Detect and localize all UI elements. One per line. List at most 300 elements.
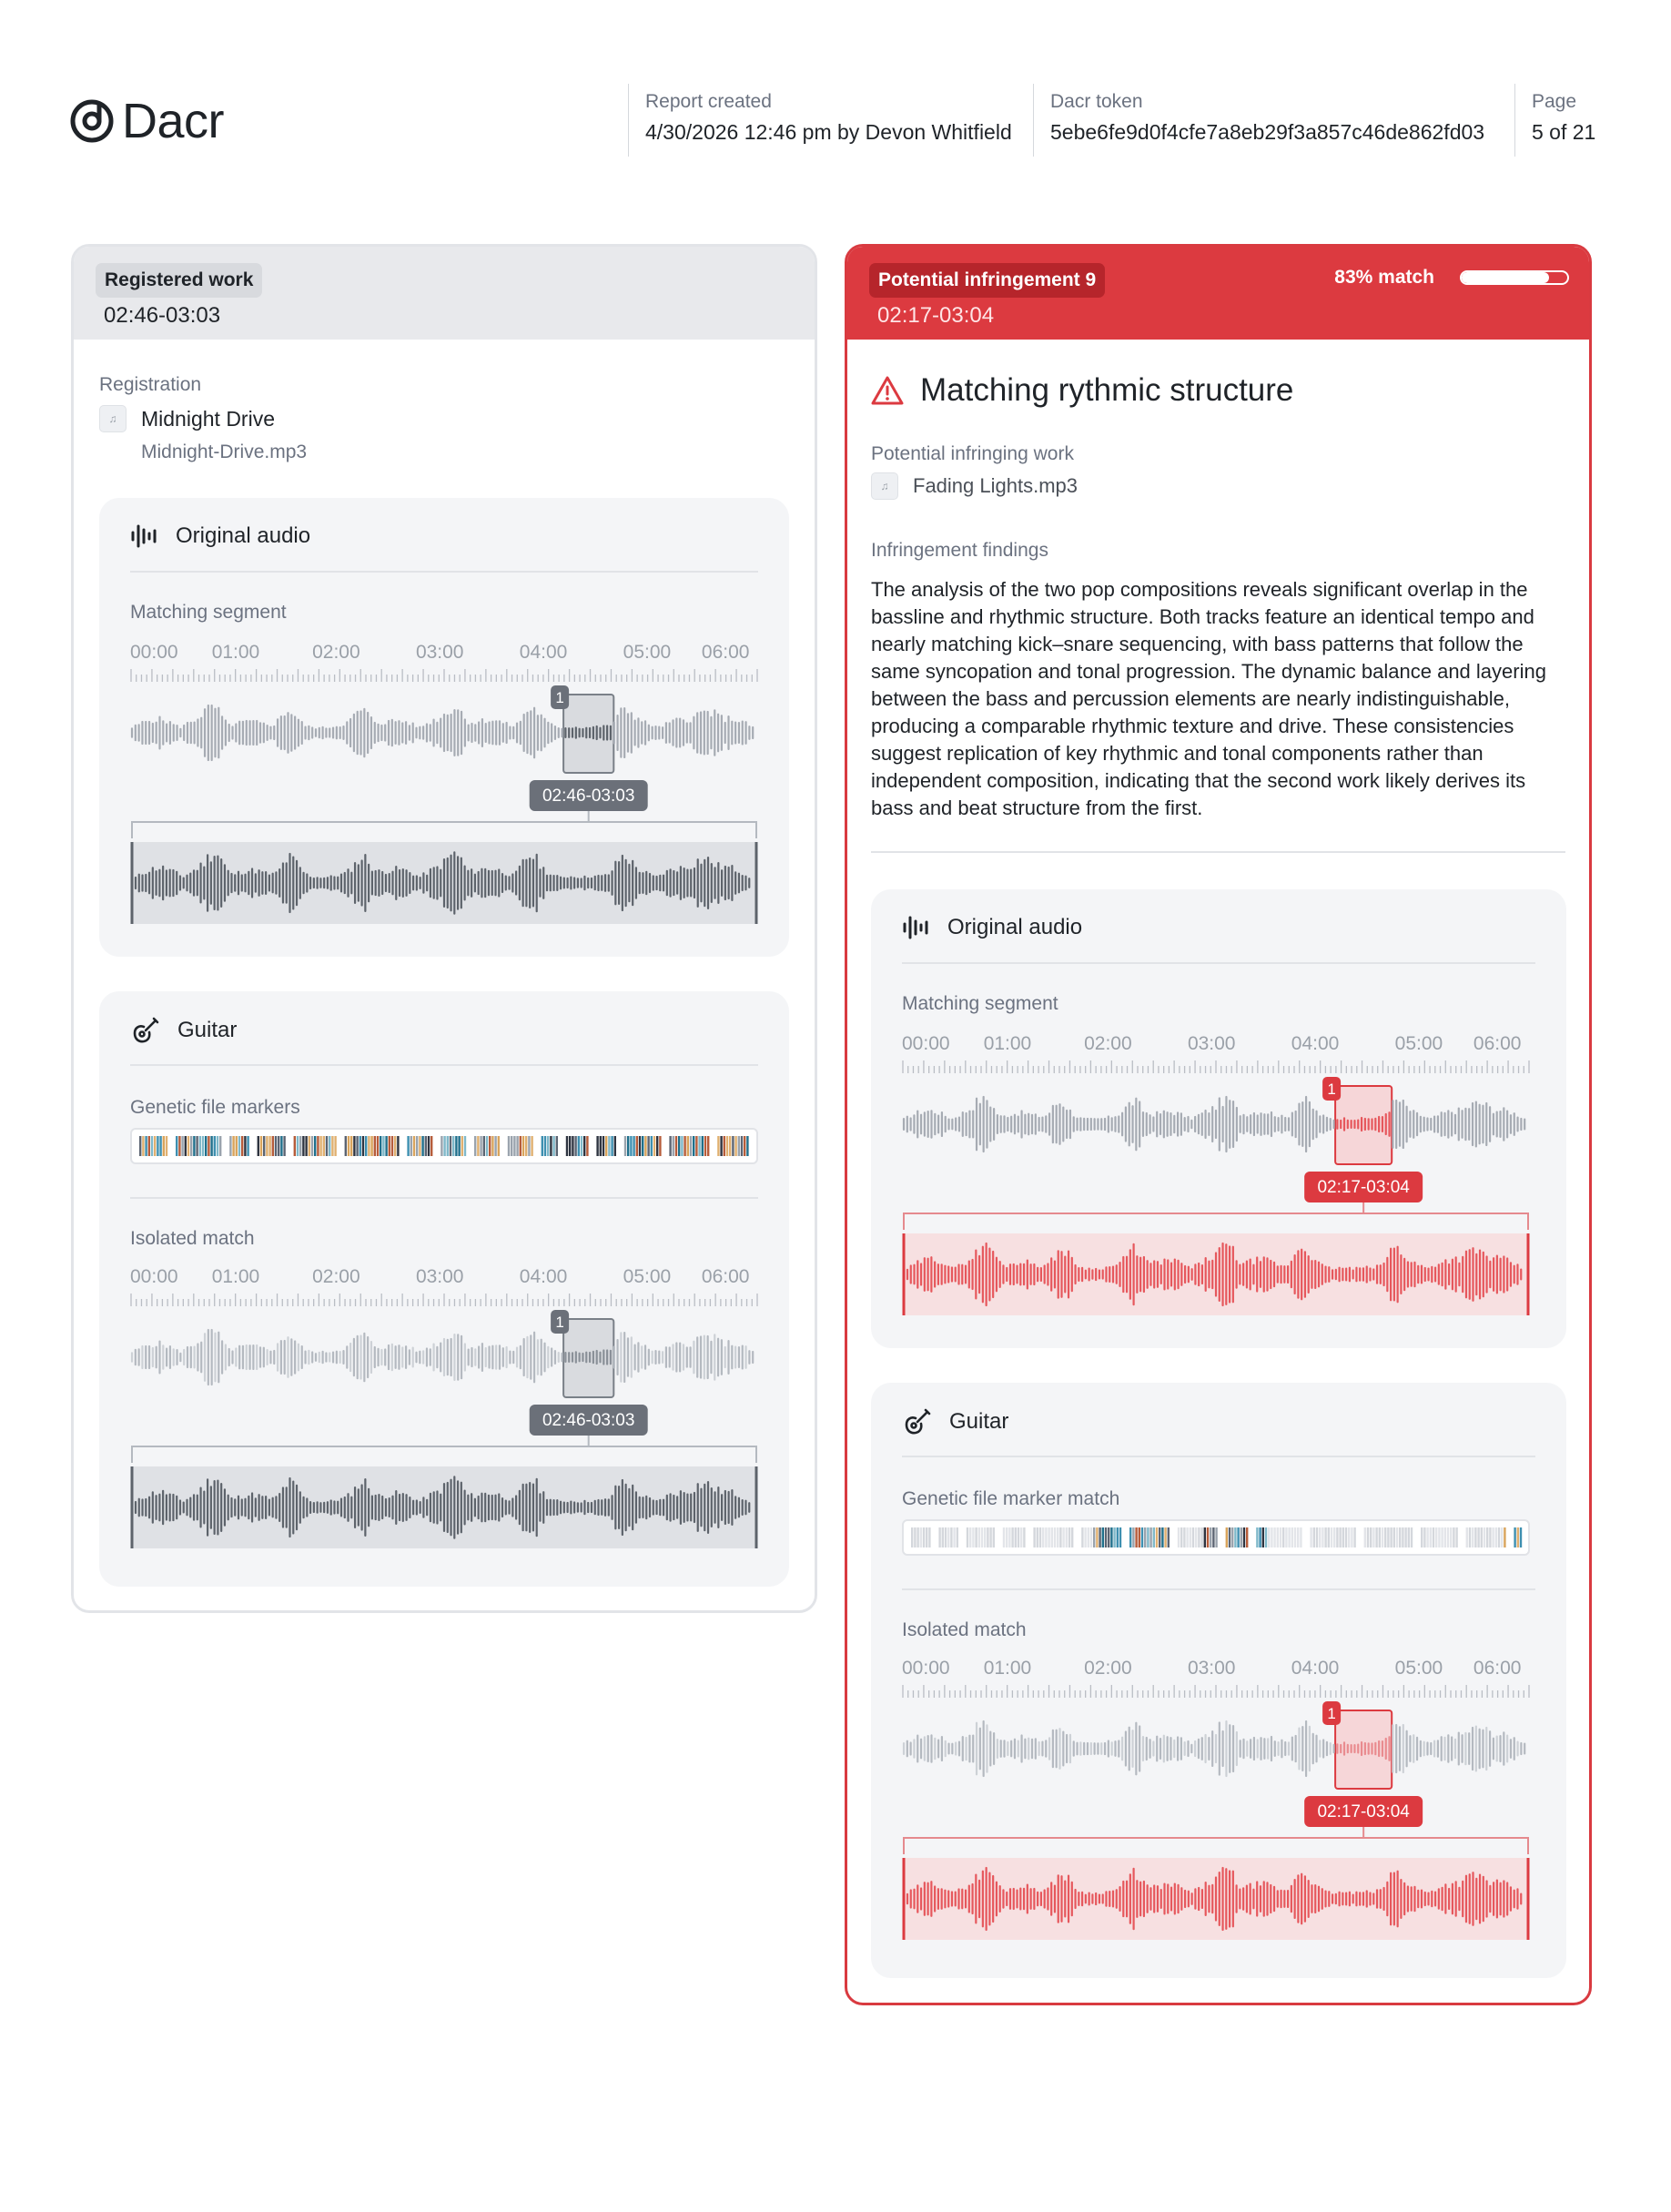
genetic-marker-line bbox=[720, 1136, 722, 1156]
genetic-marker-line bbox=[280, 1136, 282, 1156]
timeline-ruler bbox=[902, 1060, 1530, 1073]
genetic-marker-line bbox=[1241, 1527, 1242, 1547]
genetic-marker-line bbox=[477, 1136, 479, 1156]
waveform-graphic[interactable] bbox=[130, 685, 758, 959]
genetic-marker-line bbox=[926, 1527, 927, 1547]
genetic-marker-line bbox=[1099, 1527, 1100, 1547]
genetic-marker-line bbox=[1495, 1527, 1497, 1547]
genetic-marker-line bbox=[911, 1527, 913, 1547]
genetic-marker-line bbox=[348, 1136, 349, 1156]
genetic-marker-line bbox=[305, 1136, 307, 1156]
genetic-marker-line bbox=[734, 1136, 736, 1156]
timeline-tick-label: 05:00 bbox=[1394, 1033, 1443, 1054]
genetic-marker-line bbox=[1444, 1527, 1446, 1547]
genetic-marker-line bbox=[1096, 1527, 1098, 1547]
registered-work-badge: Registered work bbox=[96, 263, 262, 298]
genetic-marker-line bbox=[659, 1136, 661, 1156]
genetic-marker-line bbox=[1375, 1527, 1377, 1547]
guitar-panel bbox=[99, 991, 789, 1587]
token-block bbox=[1033, 84, 1484, 157]
genetic-marker-line bbox=[331, 1136, 333, 1156]
waveform-icon bbox=[902, 913, 931, 942]
genetic-marker-line bbox=[1153, 1527, 1155, 1547]
genetic-marker-line bbox=[1204, 1527, 1206, 1547]
timeline-tick-label: 01:00 bbox=[211, 1266, 260, 1287]
timeline-labels bbox=[130, 1266, 758, 1288]
genetic-marker-line bbox=[729, 1136, 731, 1156]
genetic-marker-line bbox=[1164, 1527, 1166, 1547]
genetic-marker-line bbox=[1262, 1527, 1264, 1547]
genetic-marker-line bbox=[1132, 1527, 1134, 1547]
genetic-marker-line bbox=[368, 1136, 370, 1156]
genetic-marker-line bbox=[1149, 1527, 1151, 1547]
genetic-marker-line bbox=[651, 1136, 653, 1156]
genetic-marker-line bbox=[1054, 1527, 1056, 1547]
genetic-marker-line bbox=[151, 1136, 153, 1156]
genetic-marker-line bbox=[516, 1136, 518, 1156]
waveform-graphic[interactable] bbox=[902, 1077, 1530, 1350]
genetic-marker-line bbox=[1379, 1527, 1381, 1547]
genetic-marker-line bbox=[266, 1136, 268, 1156]
page-block bbox=[1514, 84, 1595, 157]
genetic-marker-line bbox=[586, 1136, 588, 1156]
genetic-marker-line bbox=[572, 1136, 573, 1156]
genetic-marker-line bbox=[1090, 1527, 1092, 1547]
genetic-marker-line bbox=[142, 1136, 144, 1156]
genetic-marker-line bbox=[1057, 1527, 1058, 1547]
timeline-tick-label: 01:00 bbox=[983, 1658, 1032, 1679]
genetic-marker-line bbox=[455, 1136, 457, 1156]
genetic-marker-line bbox=[294, 1136, 296, 1156]
genetic-marker-line bbox=[1370, 1527, 1372, 1547]
genetic-marker-line bbox=[178, 1136, 180, 1156]
genetic-marker-line bbox=[299, 1136, 301, 1156]
genetic-marker-line bbox=[258, 1136, 259, 1156]
genetic-marker-line bbox=[410, 1136, 412, 1156]
genetic-marker-line bbox=[1310, 1527, 1311, 1547]
genetic-marker-line bbox=[413, 1136, 415, 1156]
page-label: Page bbox=[1532, 91, 1577, 112]
genetic-marker-line bbox=[1492, 1527, 1494, 1547]
timeline-tick-label: 03:00 bbox=[1187, 1033, 1236, 1054]
zoom-bracket bbox=[132, 811, 756, 838]
genetic-marker-match-bar bbox=[902, 1519, 1530, 1556]
genetic-marker-line bbox=[1408, 1527, 1410, 1547]
genetic-marker-line bbox=[1438, 1527, 1440, 1547]
genetic-marker-line bbox=[362, 1136, 364, 1156]
timeline-ruler bbox=[130, 1294, 758, 1306]
genetic-marker-line bbox=[981, 1527, 983, 1547]
genetic-marker-line bbox=[236, 1136, 238, 1156]
genetic-marker-line bbox=[627, 1136, 629, 1156]
report-header bbox=[69, 84, 1596, 157]
genetic-marker-line bbox=[1192, 1527, 1194, 1547]
genetic-marker-line bbox=[1331, 1527, 1332, 1547]
genetic-marker-line bbox=[1168, 1527, 1170, 1547]
timeline-labels bbox=[902, 1033, 1530, 1055]
genetic-marker-line bbox=[461, 1136, 463, 1156]
genetic-marker-line bbox=[1256, 1527, 1258, 1547]
original-audio-panel bbox=[871, 889, 1566, 1348]
genetic-marker-line bbox=[653, 1136, 655, 1156]
genetic-marker-line bbox=[360, 1136, 361, 1156]
genetic-marker-line bbox=[1484, 1527, 1485, 1547]
genetic-marker-line bbox=[187, 1136, 189, 1156]
genetic-marker-line bbox=[1212, 1527, 1214, 1547]
genetic-marker-line bbox=[678, 1136, 680, 1156]
waveform-block[interactable] bbox=[130, 642, 758, 959]
genetic-marker-line bbox=[917, 1527, 918, 1547]
timeline-ruler bbox=[902, 1685, 1530, 1698]
genetic-marker-line bbox=[574, 1136, 576, 1156]
genetic-marker-line bbox=[950, 1527, 952, 1547]
genetic-markers-label: Genetic file markers bbox=[130, 1097, 300, 1118]
genetic-marker-line bbox=[1372, 1527, 1374, 1547]
timeline-tick-label: 04:00 bbox=[519, 1266, 568, 1287]
genetic-marker-line bbox=[1328, 1527, 1330, 1547]
genetic-marker-line bbox=[389, 1136, 390, 1156]
genetic-marker-line bbox=[639, 1136, 641, 1156]
genetic-marker-line bbox=[978, 1527, 980, 1547]
genetic-marker-line bbox=[452, 1136, 454, 1156]
genetic-marker-line bbox=[1023, 1527, 1025, 1547]
genetic-marker-line bbox=[684, 1136, 685, 1156]
timeline-tick-label: 06:00 bbox=[701, 1266, 750, 1287]
match-progress-bar bbox=[1460, 270, 1569, 285]
genetic-marker-line bbox=[1489, 1527, 1491, 1547]
genetic-marker-line bbox=[1291, 1527, 1293, 1547]
genetic-marker-line bbox=[380, 1136, 381, 1156]
genetic-marker-line bbox=[1113, 1527, 1115, 1547]
genetic-marker-line bbox=[1045, 1527, 1047, 1547]
genetic-marker-line bbox=[938, 1527, 940, 1547]
genetic-marker-line bbox=[544, 1136, 546, 1156]
genetic-marker-line bbox=[1210, 1527, 1211, 1547]
genetic-marker-line bbox=[914, 1527, 916, 1547]
registered-work-header bbox=[74, 247, 815, 340]
genetic-marker-line bbox=[1006, 1527, 1008, 1547]
genetic-marker-line bbox=[1336, 1527, 1338, 1547]
genetic-marker-line bbox=[334, 1136, 336, 1156]
genetic-marker-line bbox=[494, 1136, 496, 1156]
timeline-tick-label: 00:00 bbox=[130, 1266, 178, 1287]
registration-filename: Midnight-Drive.mp3 bbox=[141, 441, 308, 462]
genetic-marker-line bbox=[1353, 1527, 1355, 1547]
genetic-marker-line bbox=[491, 1136, 493, 1156]
genetic-marker-line bbox=[1477, 1527, 1479, 1547]
genetic-marker-line bbox=[1387, 1527, 1389, 1547]
genetic-marker-line bbox=[1273, 1527, 1275, 1547]
timeline-tick-label: 00:00 bbox=[902, 1033, 950, 1054]
registered-work-card bbox=[71, 244, 817, 1613]
panel-divider bbox=[902, 1456, 1535, 1457]
genetic-marker-line bbox=[1351, 1527, 1352, 1547]
genetic-marker-line bbox=[987, 1527, 988, 1547]
genetic-marker-line bbox=[1144, 1527, 1146, 1547]
genetic-marker-line bbox=[458, 1136, 460, 1156]
timeline-ruler bbox=[130, 669, 758, 682]
genetic-marker-line bbox=[1186, 1527, 1188, 1547]
genetic-marker-line bbox=[1481, 1527, 1483, 1547]
panel-divider bbox=[902, 962, 1535, 964]
isolated-waveform-block[interactable] bbox=[130, 1266, 758, 1583]
genetic-marker-line bbox=[1183, 1527, 1185, 1547]
genetic-marker-line bbox=[1110, 1527, 1112, 1547]
marker-number-text: 1 bbox=[555, 1314, 564, 1331]
guitar-panel bbox=[871, 1383, 1566, 1978]
genetic-marker-line bbox=[480, 1136, 481, 1156]
genetic-marker-line bbox=[391, 1136, 393, 1156]
timeline-tick-label: 06:00 bbox=[1473, 1033, 1522, 1054]
genetic-marker-line bbox=[522, 1136, 524, 1156]
section-divider bbox=[871, 851, 1565, 853]
genetic-marker-line bbox=[744, 1136, 745, 1156]
genetic-marker-line bbox=[1504, 1527, 1505, 1547]
genetic-marker-line bbox=[1277, 1527, 1279, 1547]
genetic-marker-line bbox=[317, 1136, 319, 1156]
genetic-marker-line bbox=[707, 1136, 709, 1156]
genetic-marker-line bbox=[166, 1136, 167, 1156]
genetic-marker-line bbox=[1430, 1527, 1432, 1547]
panel-divider bbox=[130, 1064, 758, 1066]
genetic-marker-line bbox=[1342, 1527, 1344, 1547]
genetic-marker-line bbox=[614, 1136, 616, 1156]
timeline-labels bbox=[130, 642, 758, 664]
timeline-tick-label: 05:00 bbox=[623, 642, 672, 663]
genetic-marker-line bbox=[268, 1136, 270, 1156]
genetic-marker-line bbox=[148, 1136, 150, 1156]
genetic-marker-line bbox=[1399, 1527, 1401, 1547]
timeline-tick-label: 03:00 bbox=[415, 1266, 464, 1287]
waveform-graphic[interactable] bbox=[130, 1310, 758, 1583]
genetic-marker-line bbox=[365, 1136, 367, 1156]
genetic-marker-line bbox=[1345, 1527, 1347, 1547]
isolated-match-label: Isolated match bbox=[902, 1619, 1027, 1640]
registration-file bbox=[99, 405, 275, 432]
genetic-marker-line bbox=[531, 1136, 532, 1156]
range-tag-text: 02:46-03:03 bbox=[542, 1411, 635, 1430]
genetic-marker-line bbox=[353, 1136, 355, 1156]
waveform-icon bbox=[130, 522, 159, 551]
matching-segment-label: Matching segment bbox=[130, 602, 287, 623]
genetic-marker-line bbox=[1282, 1527, 1284, 1547]
infringement-badge: Potential infringement 9 bbox=[869, 263, 1105, 298]
guitar-title: Guitar bbox=[177, 1018, 238, 1042]
infringing-file-name: Fading Lights.mp3 bbox=[913, 474, 1078, 497]
genetic-marker-line bbox=[1486, 1527, 1488, 1547]
genetic-marker-line bbox=[1229, 1527, 1230, 1547]
infringing-work-label: Potential infringing work bbox=[871, 443, 1074, 464]
finding-heading: Matching rythmic structure bbox=[920, 372, 1294, 408]
marker-number-text: 1 bbox=[555, 689, 564, 706]
report-created-value: 4/30/2026 12:46 pm by Devon Whitfield bbox=[645, 120, 1012, 144]
genetic-marker-line bbox=[464, 1136, 466, 1156]
genetic-marker-line bbox=[1393, 1527, 1395, 1547]
genetic-marker-line bbox=[232, 1136, 234, 1156]
genetic-marker-line bbox=[407, 1136, 409, 1156]
genetic-marker-line bbox=[1259, 1527, 1261, 1547]
genetic-marker-line bbox=[1339, 1527, 1341, 1547]
genetic-marker-line bbox=[1062, 1527, 1064, 1547]
registration-label: Registration bbox=[99, 374, 202, 395]
genetic-marker-line bbox=[644, 1136, 646, 1156]
genetic-marker-line bbox=[738, 1136, 740, 1156]
genetic-marker-graphic bbox=[132, 1130, 756, 1162]
genetic-marker-line bbox=[474, 1136, 476, 1156]
zoom-bracket bbox=[132, 1436, 756, 1463]
original-audio-panel bbox=[99, 498, 789, 957]
genetic-marker-line bbox=[673, 1136, 674, 1156]
genetic-marker-line bbox=[382, 1136, 384, 1156]
genetic-marker-line bbox=[1226, 1527, 1228, 1547]
zoom-bracket bbox=[904, 1827, 1528, 1854]
genetic-marker-line bbox=[1288, 1527, 1290, 1547]
genetic-marker-line bbox=[920, 1527, 922, 1547]
genetic-marker-line bbox=[385, 1136, 387, 1156]
genetic-marker-line bbox=[1265, 1527, 1267, 1547]
genetic-marker-line bbox=[323, 1136, 325, 1156]
genetic-marker-line bbox=[693, 1136, 694, 1156]
genetic-marker-line bbox=[1390, 1527, 1392, 1547]
genetic-marker-line bbox=[1348, 1527, 1350, 1547]
genetic-marker-line bbox=[675, 1136, 677, 1156]
range-tag-text: 02:17-03:04 bbox=[1317, 1178, 1410, 1197]
genetic-marker-line bbox=[210, 1136, 212, 1156]
genetic-marker-line bbox=[1268, 1527, 1270, 1547]
genetic-marker-line bbox=[669, 1136, 671, 1156]
genetic-marker-line bbox=[1129, 1527, 1131, 1547]
findings-label: Infringement findings bbox=[871, 540, 1048, 561]
marker-number-text: 1 bbox=[1327, 1705, 1336, 1722]
timeline-tick-label: 04:00 bbox=[1291, 1033, 1340, 1054]
genetic-marker-line bbox=[1008, 1527, 1010, 1547]
genetic-marker-line bbox=[1474, 1527, 1476, 1547]
genetic-marker-line bbox=[942, 1527, 944, 1547]
genetic-marker-line bbox=[724, 1136, 725, 1156]
audio-file-icon: ♫ bbox=[871, 472, 898, 500]
genetic-marker-line bbox=[1316, 1527, 1318, 1547]
genetic-marker-line bbox=[1088, 1527, 1089, 1547]
zoom-bracket bbox=[904, 1202, 1528, 1230]
genetic-marker-line bbox=[219, 1136, 221, 1156]
genetic-marker-line bbox=[370, 1136, 372, 1156]
genetic-marker-line bbox=[319, 1136, 321, 1156]
infringement-card bbox=[845, 244, 1592, 2005]
genetic-marker-line bbox=[1421, 1527, 1423, 1547]
genetic-marker-line bbox=[1313, 1527, 1315, 1547]
genetic-marker-line bbox=[397, 1136, 399, 1156]
genetic-marker-line bbox=[181, 1136, 183, 1156]
genetic-marker-line bbox=[1447, 1527, 1449, 1547]
genetic-marker-line bbox=[450, 1136, 451, 1156]
genetic-marker-line bbox=[1198, 1527, 1200, 1547]
waveform-block[interactable] bbox=[902, 1033, 1530, 1350]
genetic-marker-line bbox=[1433, 1527, 1434, 1547]
genetic-marker-line bbox=[569, 1136, 571, 1156]
genetic-marker-line bbox=[1139, 1527, 1140, 1547]
genetic-marker-line bbox=[309, 1136, 310, 1156]
genetic-marker-line bbox=[283, 1136, 285, 1156]
marker-number-text: 1 bbox=[1327, 1081, 1336, 1098]
genetic-marker-line bbox=[1178, 1527, 1180, 1547]
genetic-marker-line bbox=[690, 1136, 692, 1156]
panel-divider bbox=[130, 571, 758, 573]
genetic-marker-line bbox=[176, 1136, 177, 1156]
genetic-marker-line bbox=[489, 1136, 491, 1156]
genetic-marker-line bbox=[681, 1136, 683, 1156]
genetic-marker-line bbox=[1039, 1527, 1041, 1547]
genetic-marker-line bbox=[1411, 1527, 1413, 1547]
genetic-marker-line bbox=[1015, 1527, 1017, 1547]
isolated-waveform-block[interactable] bbox=[902, 1658, 1530, 1974]
genetic-marker-line bbox=[1066, 1527, 1068, 1547]
genetic-marker-line bbox=[1517, 1527, 1519, 1547]
genetic-marker-line bbox=[513, 1136, 515, 1156]
genetic-marker-line bbox=[1195, 1527, 1197, 1547]
genetic-marker-line bbox=[1246, 1527, 1248, 1547]
genetic-marker-line bbox=[1426, 1527, 1428, 1547]
genetic-marker-line bbox=[1453, 1527, 1454, 1547]
genetic-marker-line bbox=[217, 1136, 218, 1156]
timeline-tick-label: 02:00 bbox=[1084, 1033, 1132, 1054]
genetic-marker-line bbox=[1455, 1527, 1457, 1547]
genetic-marker-line bbox=[726, 1136, 728, 1156]
genetic-marker-line bbox=[1520, 1527, 1522, 1547]
timeline-labels bbox=[902, 1658, 1530, 1679]
genetic-marker-line bbox=[656, 1136, 658, 1156]
genetic-marker-line bbox=[1435, 1527, 1437, 1547]
genetic-marker-line bbox=[1294, 1527, 1296, 1547]
report-created-label: Report created bbox=[645, 91, 772, 112]
genetic-marker-line bbox=[603, 1136, 604, 1156]
genetic-marker-line bbox=[1423, 1527, 1425, 1547]
genetic-marker-line bbox=[1081, 1527, 1083, 1547]
genetic-marker-line bbox=[190, 1136, 192, 1156]
genetic-marker-line bbox=[1011, 1527, 1013, 1547]
dacr-logo bbox=[69, 93, 224, 149]
timeline-tick-label: 03:00 bbox=[1187, 1658, 1236, 1679]
genetic-marker-line bbox=[345, 1136, 347, 1156]
genetic-marker-line bbox=[483, 1136, 485, 1156]
genetic-marker-line bbox=[596, 1136, 598, 1156]
genetic-marker-line bbox=[993, 1527, 995, 1547]
genetic-marker-line bbox=[275, 1136, 277, 1156]
genetic-marker-line bbox=[1135, 1527, 1137, 1547]
genetic-marker-line bbox=[428, 1136, 430, 1156]
genetic-marker-match-label: Genetic file marker match bbox=[902, 1488, 1120, 1509]
genetic-marker-line bbox=[552, 1136, 554, 1156]
genetic-marker-line bbox=[350, 1136, 352, 1156]
genetic-marker-line bbox=[244, 1136, 246, 1156]
genetic-marker-line bbox=[928, 1527, 930, 1547]
genetic-marker-line bbox=[1033, 1527, 1035, 1547]
waveform-graphic[interactable] bbox=[902, 1701, 1530, 1974]
genetic-marker-line bbox=[1285, 1527, 1287, 1547]
timeline-tick-label: 00:00 bbox=[902, 1658, 950, 1679]
genetic-marker-line bbox=[1215, 1527, 1217, 1547]
genetic-marker-line bbox=[717, 1136, 719, 1156]
genetic-marker-line bbox=[416, 1136, 418, 1156]
guitar-icon bbox=[902, 1406, 933, 1437]
genetic-marker-line bbox=[945, 1527, 947, 1547]
genetic-marker-line bbox=[566, 1136, 568, 1156]
genetic-marker-line bbox=[608, 1136, 610, 1156]
genetic-marker-line bbox=[741, 1136, 743, 1156]
infringement-range: 02:17-03:04 bbox=[877, 303, 995, 328]
genetic-marker-line bbox=[1161, 1527, 1163, 1547]
genetic-marker-line bbox=[311, 1136, 313, 1156]
genetic-marker-line bbox=[583, 1136, 585, 1156]
